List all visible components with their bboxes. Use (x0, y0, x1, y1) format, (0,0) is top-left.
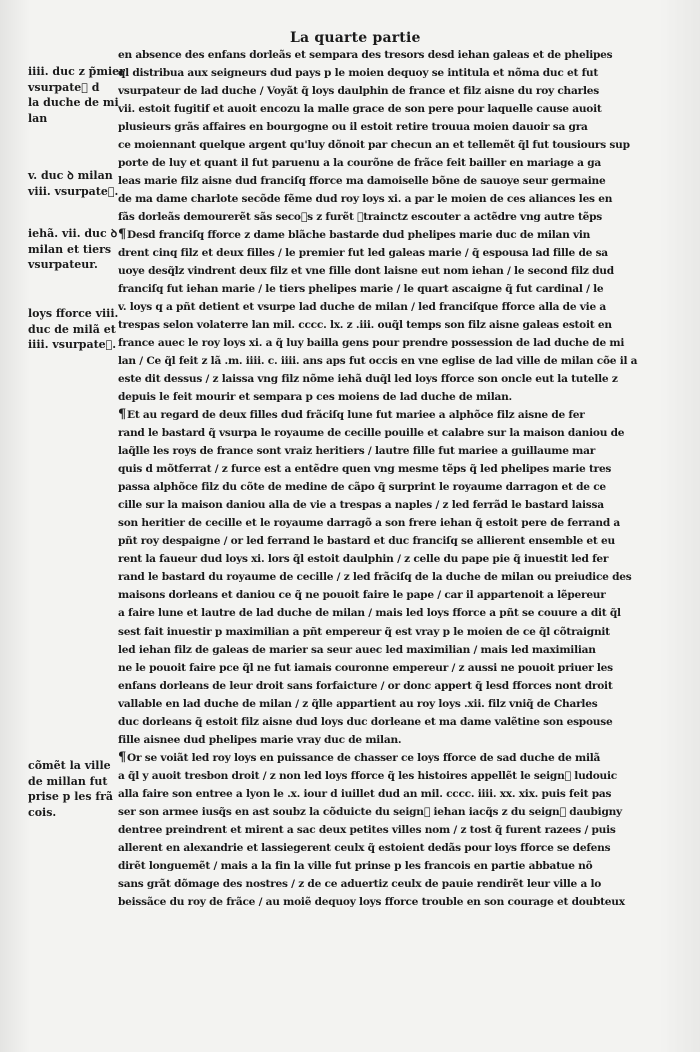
line-text: lan / Ce q̃l feit z lã .m. iiii. c. iiii. ans aps fut occis en vne eglise de lad ville de milan cõe il a (118, 355, 638, 368)
text-line (118, 244, 645, 262)
text-line (118, 424, 645, 442)
line-text: allerent en alexandrie et lassiegerent ceulx q̃ estoient dedãs pour loys fforce se defens (118, 841, 611, 854)
text-line (118, 659, 645, 677)
text-line (118, 568, 645, 586)
text-line (118, 82, 645, 100)
line-text: a faire lune et lautre de lad duche de milan / mais led loys fforce a pñt se couure a dit q̃l (118, 607, 621, 620)
text-line (118, 154, 645, 172)
paragraph (118, 749, 645, 911)
line-text: laq̃lle les roys de france sont vraiz heritiers / lautre fille fut mariee a guillaume mar (118, 445, 596, 458)
running-head: La quarte partie (290, 30, 421, 46)
text-line (118, 713, 645, 731)
line-text: sans grãt dõmage des nostres / z de ce aduertiz ceulx de pauie rendirẽt leur ville a lo (118, 877, 602, 890)
text-line (118, 857, 645, 875)
line-text: porte de luy et quant il fut paruenu a la courõne de frãce feit bailler en mariage a ga (118, 157, 602, 170)
line-text: en absence des enfans dorleãs et sempara des tresors desd iehan galeas et de phelipes (118, 49, 613, 61)
text-line (118, 893, 645, 911)
line-text: fille aisnee dud phelipes marie vray duc de milan. (118, 733, 402, 746)
text-line (118, 100, 645, 118)
line-text: fãs dorleãs demourerẽt sãs secoᷣs z furẽt ꝯtrainctz escouter a actẽdre vng autre tẽps (118, 211, 602, 224)
text-line (118, 316, 645, 334)
text-line (118, 803, 645, 821)
paragraph (118, 226, 645, 406)
text-line (118, 136, 645, 154)
line-text: plusieurs grãs affaires en bourgogne ou il estoit retire trouua moien dauoir sa gra (118, 121, 588, 134)
text-line (118, 64, 645, 82)
line-text: Et au regard de deux filles dud frãciſq lune fut mariee a alphõce filz aisne de fer (127, 409, 585, 422)
line-text: maisons dorleans et daniou ce q̃ ne pouoit faire le pape / car il appartenoit a lẽpereur (118, 589, 606, 602)
line-text: franciſq fut iehan marie / le tiers phelipes marie / le quart ascaigne q̃ fut cardinal / le (118, 283, 604, 296)
line-text: vallable en lad duche de milan / z q̃lle appartient au roy loys .xii. filz vniq̃ de Charles (118, 697, 598, 710)
pilcrow-mark: ¶ (118, 749, 127, 765)
text-line (118, 695, 645, 713)
margin-note (28, 226, 118, 273)
text-line (118, 370, 645, 388)
text-line (118, 821, 645, 839)
text-line (118, 532, 645, 550)
line-text: ce moiennant quelque argent qu'luy dõnoit par checun an et tellemẽt q̃l fut tousiours sup (118, 139, 630, 152)
paragraph (118, 46, 645, 226)
margin-note-line: vsurpateur. (28, 258, 98, 271)
body-text (118, 46, 645, 911)
text-line (118, 731, 645, 749)
text-line (118, 262, 645, 280)
text-line (118, 604, 645, 622)
line-text: Or se voiãt led roy loys en puissance de chasser ce loys fforce de sad duche de milã (127, 751, 601, 764)
margin-note-line: vsurpateᷣ d (28, 80, 100, 94)
text-line (118, 839, 645, 857)
text-line (118, 623, 645, 641)
text-line (118, 352, 645, 370)
text-line (118, 514, 645, 532)
line-text: drent cinq filz et deux filles / le premier fut led galeas marie / q̃ espousa lad fille de sa (118, 247, 608, 260)
text-line (118, 118, 645, 136)
line-text: led iehan filz de galeas de marier sa seur auec led maximilian / mais led maximilian (118, 643, 596, 656)
line-text: france auec le roy loys xi. a q̃ luy bailla gens pour prendre possession de lad duche de mi (118, 337, 625, 350)
margin-note (28, 168, 118, 199)
margin-note (28, 758, 118, 820)
text-line (118, 478, 645, 496)
line-text: beissãce du roy de frãce / au moiẽ dequoy loys fforce trouble en son courage et doubteux (118, 895, 625, 908)
line-text: depuis le feit mourir et sempara p ces moiens de lad duche de milan. (118, 391, 512, 404)
text-line (118, 460, 645, 478)
text-line (118, 550, 645, 568)
text-line (118, 46, 645, 64)
text-line (118, 298, 645, 316)
line-text: dentree preindrent et mirent a sac deux petites villes nom / z tost q̃ furent razees / puis (118, 823, 616, 836)
margin-note-line: de millan fut (28, 774, 108, 788)
line-text: ne le pouoit faire pce q̃l ne fut iamais couronne empereur / z aussi ne pouoit priuer les (118, 661, 613, 674)
line-text: rand le bastard du royaume de cecille / z led frãciſq de la duche de milan ou preiudice des (118, 571, 632, 584)
margin-note-line: loys fforce viii. (28, 307, 119, 320)
line-text: leas marie filz aisne dud franciſq fforce ma damoiselle bõne de sauoye seur germaine (118, 175, 606, 188)
paragraph (118, 406, 645, 748)
line-text: v. loys q a pñt detient et vsurpe lad duche de milan / led franciſque fforce alla de vie a (118, 301, 606, 314)
line-text: trespas selon volaterre lan mil. cccc. lx. z .iii. ouq̃l temps son filz aisne galeas estoit en (118, 319, 612, 332)
text-line (118, 208, 645, 226)
text-line (118, 677, 645, 695)
margin-note-line: lan (28, 111, 48, 125)
text-line (118, 442, 645, 460)
line-text: sest fait inuestir p maximilian a pñt empereur q̃ est vray p le moien de ce q̃l cõtraignit (118, 625, 610, 638)
line-text: pñt roy despaigne / or led ferrand le bastard et duc franciſq se allierent ensemble et eu (118, 535, 615, 548)
line-text: vsurpateur de lad duche / Voyãt q̃ loys daulphin de france et filz aisne du roy charles (118, 85, 599, 98)
margin-note-line: viii. vsurpateᷣ. (28, 184, 119, 198)
text-line (118, 785, 645, 803)
line-text: Desd franciſq fforce z dame blãche bastarde dud phelipes marie duc de milan vin (127, 229, 591, 242)
line-text: uoye desq̃lz vindrent deux filz et vne fille dont laisne eut nom iehan / le second filz dud (118, 265, 614, 278)
line-text: este dit dessus / z laissa vng filz nõme iehã duq̃l led loys fforce son oncle eut la tutelle z (118, 373, 618, 386)
line-text: cille sur la maison daniou alla de vie a trespas a naples / z led ferrãd le bastard laissa (118, 499, 604, 512)
margin-note-line: cõmẽt la ville (28, 759, 111, 772)
line-text: dirẽt longuemẽt / mais a la fin la ville fut prinse p les francois en partie abbatue nõ (118, 859, 593, 872)
margin-note-line: prise p les frã (28, 790, 114, 803)
line-text: quis d mõtferrat / z furce est a entẽdre quen vng mesme tẽps q̃ led phelipes marie tres (118, 463, 612, 476)
pilcrow-mark: ¶ (118, 407, 127, 423)
pilcrow-mark: ¶ (118, 227, 127, 243)
line-text: alla faire son entree a lyon le .x. iour d iuillet dud an mil. cccc. iiii. xx. xix. puis feit pas (118, 787, 612, 800)
line-text: vii. estoit fugitif et auoit encozu la malle grace de son pere pour laquelle cause auoit (118, 103, 602, 116)
text-line (118, 496, 645, 514)
text-line (118, 749, 645, 767)
margin-note (28, 306, 118, 353)
text-line (118, 875, 645, 893)
text-line (118, 586, 645, 604)
text-line (118, 767, 645, 785)
line-text: enfans dorleans de leur droit sans forfaicture / or donc appert q̃ lesd fforces nont droit (118, 679, 613, 692)
margin-note-line: iiii. duc z p̃mier (28, 65, 125, 78)
text-line (118, 226, 645, 244)
line-text: rent la faueur dud loys xi. lors q̃l estoit daulphin / z celle du pape pie q̃ inuestit led fer (118, 553, 609, 566)
line-text: rand le bastard q̃ vsurpa le royaume de cecille pouille et calabre sur la maison daniou de (118, 427, 625, 440)
margin-note-line: la duche de mi (28, 96, 119, 109)
margin-note-line: milan et tiers (28, 242, 112, 256)
text-line (118, 334, 645, 352)
text-line (118, 388, 645, 406)
margin-note (28, 64, 125, 126)
line-text: son heritier de cecille et le royaume darragõ a son frere iehan q̃ estoit pere de ferrand a (118, 517, 621, 530)
line-text: de ma dame charlote secõde fẽme dud roy loys xi. a par le moien de ces aliances les en (118, 193, 613, 206)
margin-note-line: duc de milã et (28, 322, 116, 336)
margin-note-line: iiii. vsurpateᷣ. (28, 338, 117, 351)
line-text: passa alphõce filz du cõte de medine de cãpo q̃ surprint le royaume darragon et de ce (118, 481, 606, 494)
margin-note-line: v. duc ꝺ milan (28, 169, 113, 182)
line-text: a q̃l y auoit tresbon droit / z non led loys fforce q̃ les histoires appellẽt le seignᷣ ludouic (118, 769, 617, 782)
text-line (118, 280, 645, 298)
line-text: duc dorleans q̃ estoit filz aisne dud loys duc dorleane et ma dame valẽtine son espouse (118, 715, 613, 728)
line-text: ql distribua aux seigneurs dud pays p le moien dequoy se intitula et nõma duc et fut (118, 67, 598, 80)
text-line (118, 406, 645, 424)
margin-note-line: cois. (28, 805, 57, 819)
text-line (118, 172, 645, 190)
text-line (118, 641, 645, 659)
margin-note-line: iehã. vii. duc ꝺ (28, 227, 118, 240)
text-line (118, 190, 645, 208)
line-text: ser son armee iusq̃s en ast soubz la cõduicte du seignᷣ iehan iacq̃s z du seignᷣ daubigny (118, 805, 622, 818)
